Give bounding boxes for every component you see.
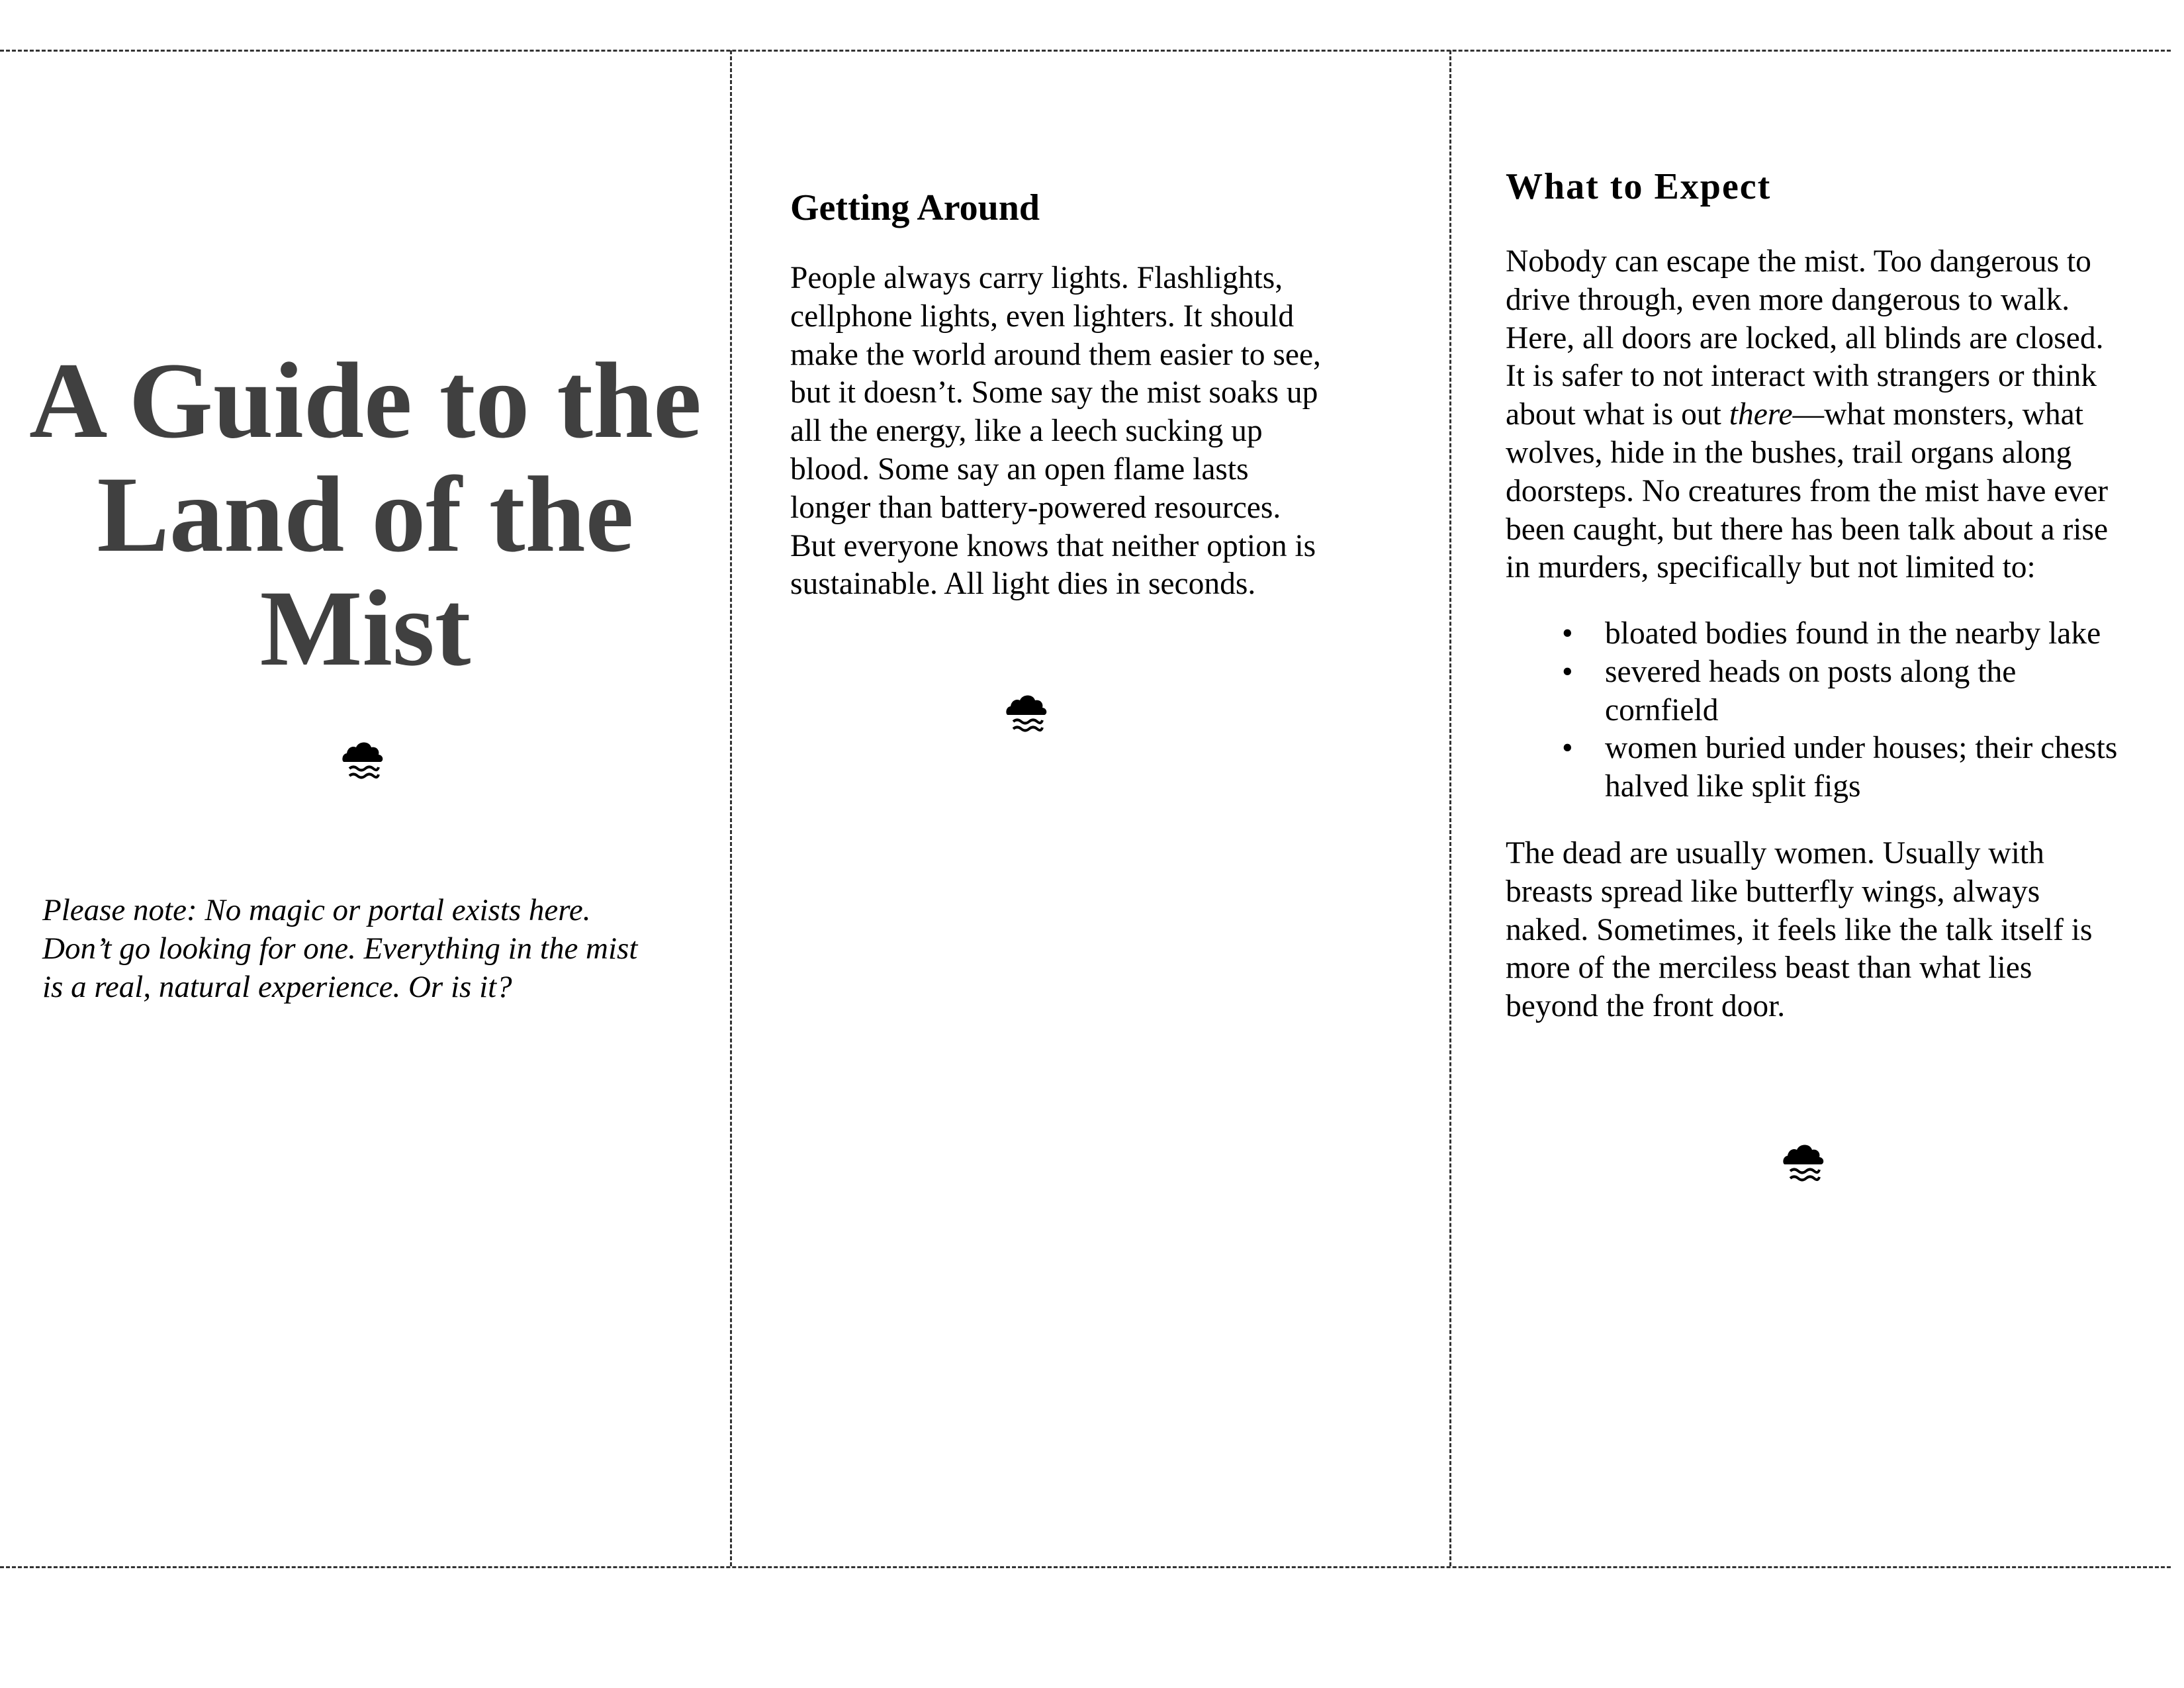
list-item <box>1562 653 2117 730</box>
fold-line-left <box>730 50 732 1566</box>
section-intro <box>1506 243 2108 587</box>
bullet-icon: • <box>1562 616 1573 651</box>
brochure-title <box>0 341 731 688</box>
section-closing <box>1506 835 2092 1026</box>
body-line: longer than battery-powered resources. <box>790 490 1281 525</box>
bullet-icon: • <box>1562 731 1573 766</box>
fog-icon <box>340 739 385 782</box>
section-heading: Getting Around <box>790 187 1040 228</box>
section-body <box>790 259 1321 604</box>
body-text-segment: about what is out <box>1506 397 1729 432</box>
note-line: Don’t go looking for one. Everything in the mist <box>42 931 638 966</box>
body-line: Here, all doors are locked, all blinds are closed. <box>1506 320 2104 355</box>
body-text-segment: —what monsters, what <box>1792 397 2083 432</box>
top-cut-line <box>0 50 2171 52</box>
body-line: doorsteps. No creatures from the mist have ever <box>1506 473 2109 508</box>
fog-icon <box>1004 692 1049 735</box>
murder-list <box>1562 615 2118 806</box>
title-line: Mist <box>259 569 471 688</box>
body-line: but it doesn’t. Some say the mist soaks up <box>790 375 1318 410</box>
body-line: It is safer to not interact with strangers or think <box>1506 359 2097 394</box>
body-line: more of the merciless beast than what lies <box>1506 951 2032 986</box>
body-line: sustainable. All light dies in seconds. <box>790 567 1256 602</box>
list-item-line: halved like split figs <box>1605 769 1861 804</box>
body-line <box>1506 396 2108 434</box>
body-line: blood. Some say an open flame lasts <box>790 451 1249 487</box>
body-line: in murders, specifically but not limited to: <box>1506 550 2036 585</box>
list-item-line: women buried under houses; their chests <box>1605 731 2118 766</box>
fold-line-right <box>1449 50 1451 1566</box>
fog-icon <box>1781 1142 1826 1184</box>
body-line: drive through, even more dangerous to walk. <box>1506 282 2070 317</box>
body-line: Nobody can escape the mist. Too dangerous to <box>1506 244 2091 279</box>
note-line: Please note: No magic or portal exists here. <box>42 893 591 927</box>
list-item-line: cornfield <box>1605 692 1719 727</box>
body-line: naked. Sometimes, it feels like the talk itself is <box>1506 912 2093 947</box>
body-line: People always carry lights. Flashlights, <box>790 261 1283 295</box>
bottom-cut-line <box>0 1566 2171 1568</box>
body-line: been caught, but there has been talk about a rise <box>1506 512 2109 547</box>
body-line: all the energy, like a leech sucking up <box>790 414 1263 449</box>
list-item-line: severed heads on posts along the <box>1605 654 2017 689</box>
body-line: breasts spread like butterfly wings, always <box>1506 874 2040 909</box>
emphasis-there: there <box>1729 397 1793 432</box>
body-line: beyond the front door. <box>1506 989 1786 1024</box>
title-line: A Guide to the <box>29 341 702 461</box>
title-line: Land of the <box>97 455 634 575</box>
list-item-line: bloated bodies found in the nearby lake <box>1605 616 2101 651</box>
body-line: cellphone lights, even lighters. It should <box>790 299 1295 334</box>
body-line: The dead are usually women. Usually with <box>1506 836 2044 870</box>
body-line: wolves, hide in the bushes, trail organs along <box>1506 435 2072 470</box>
body-line: But everyone knows that neither option is <box>790 528 1316 563</box>
disclaimer-note <box>42 891 637 1006</box>
list-item <box>1562 615 2117 653</box>
list-item <box>1562 729 2118 806</box>
body-line: make the world around them easier to see, <box>790 337 1321 372</box>
section-heading: What to Expect <box>1506 166 1772 207</box>
bullet-icon: • <box>1562 654 1573 689</box>
note-line: is a real, natural experience. Or is it? <box>42 970 512 1004</box>
